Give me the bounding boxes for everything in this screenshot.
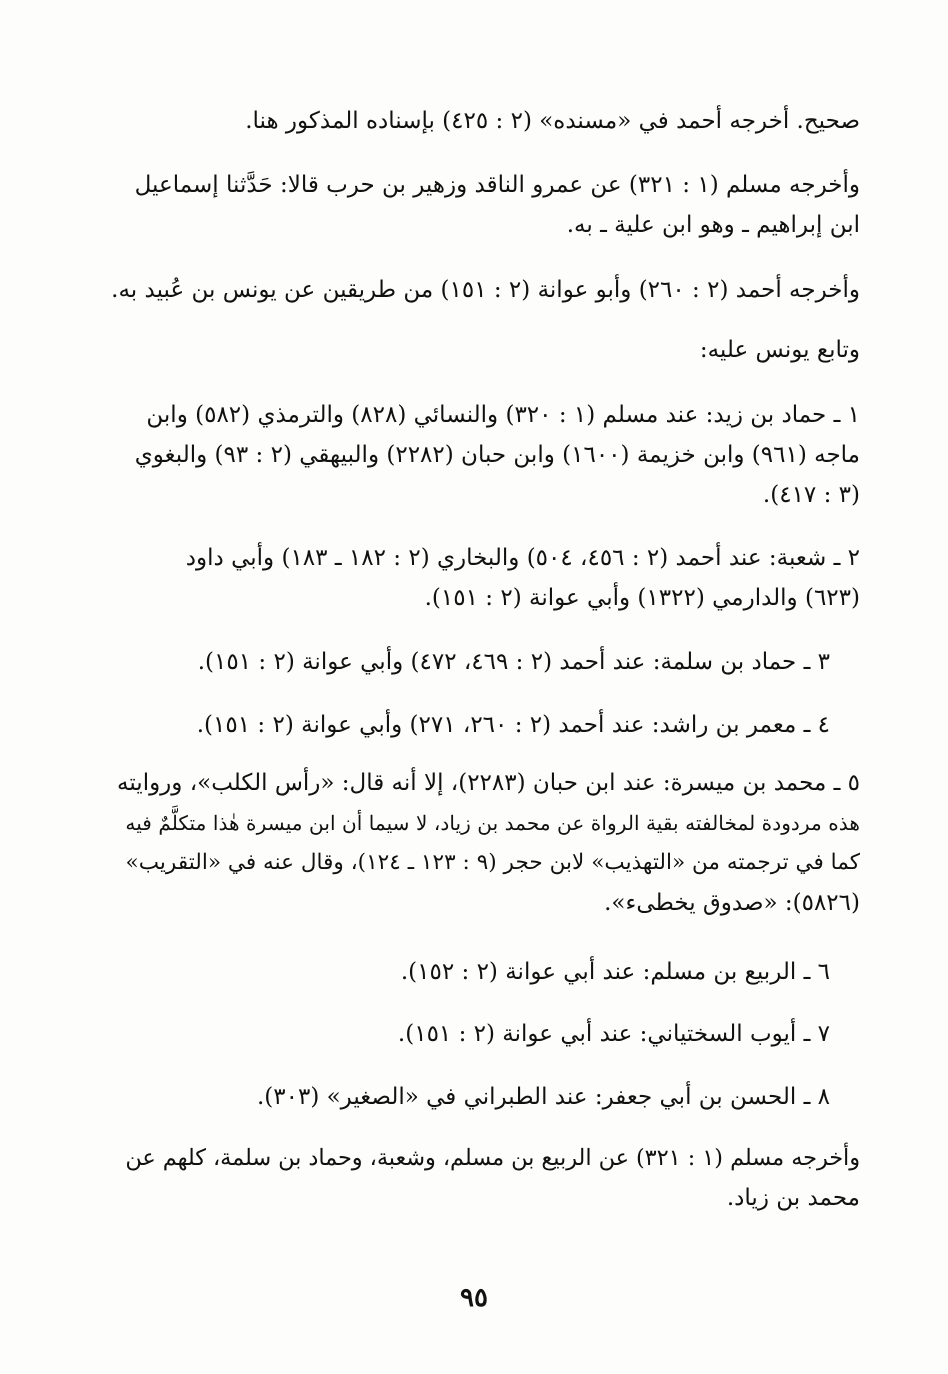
text-line: ٢ ـ شعبة: عند أحمد (٢ : ٤٥٦، ٥٠٤) والبخاري (٢ : ١٨٢ ـ ١٨٣) وأبي داود bbox=[185, 545, 860, 571]
text-line: وأخرجه أحمد (٢ : ٢٦٠) وأبو عوانة (٢ : ١٥١) من طريقين عن يونس بن عُبيد به. bbox=[111, 277, 860, 303]
paragraph-muslim-closing bbox=[110, 1138, 860, 1218]
text-line: ٨ ـ الحسن بن أبي جعفر: عند الطبراني في «الصغير» (٣٠٣). bbox=[256, 1084, 830, 1110]
text-line: محمد بن زياد. bbox=[726, 1185, 860, 1211]
text-line: (٦٢٣) والدارمي (١٣٢٢) وأبي عوانة (٢ : ١٥١). bbox=[424, 585, 860, 611]
list-item-7-ayyub-sakhtiyani bbox=[80, 1014, 830, 1054]
list-item-5-muhammad-bin-maysara bbox=[110, 763, 860, 923]
list-item-4-mamar-bin-rashid bbox=[80, 705, 830, 745]
list-item-8-hasan-bin-abi-jafar bbox=[80, 1077, 830, 1117]
paragraph-ahmad-abu-awana bbox=[110, 270, 860, 310]
text-line: كما في ترجمته من «التهذيب» لابن حجر (٩ : ١٢٣ ـ ١٢٤)، وقال عنه في «التقريب» bbox=[125, 850, 860, 875]
text-line: ٣ ـ حماد بن سلمة: عند أحمد (٢ : ٤٦٩، ٤٧٢) وأبي عوانة (٢ : ١٥١). bbox=[197, 649, 830, 675]
paragraph-followers-heading bbox=[110, 330, 860, 370]
text-line: ٦ ـ الربيع بن مسلم: عند أبي عوانة (٢ : ١٥٢). bbox=[400, 959, 830, 985]
paragraph-sahih-intro bbox=[110, 101, 860, 141]
text-line: وأخرجه مسلم (١ : ٣٢١) عن عمرو الناقد وزهير بن حرب قالا: حَدَّثنا إسماعيل bbox=[134, 172, 860, 198]
text-line: صحيح. أخرجه أحمد في «مسنده» (٢ : ٤٢٥) بإسناده المذكور هنا. bbox=[245, 108, 860, 134]
text-line: هذه مردودة لمخالفته بقية الرواة عن محمد بن زياد، لا سيما أن ابن ميسرة هٰذا متكلَّمٌ فيه bbox=[125, 811, 860, 835]
text-line: ٧ ـ أيوب السختياني: عند أبي عوانة (٢ : ١٥١). bbox=[397, 1021, 830, 1047]
list-item-1-hammad-bin-zayd bbox=[110, 395, 860, 515]
text-line: ٤ ـ معمر بن راشد: عند أحمد (٢ : ٢٦٠، ٢٧١) وأبي عوانة (٢ : ١٥١). bbox=[196, 712, 830, 738]
text-line: وأخرجه مسلم (١ : ٣٢١) عن الربيع بن مسلم، وشعبة، وحماد بن سلمة، كلهم عن bbox=[125, 1145, 860, 1171]
list-item-2-shuba bbox=[110, 538, 860, 618]
text-line: ١ ـ حماد بن زيد: عند مسلم (١ : ٣٢٠) والنسائي (٨٢٨) والترمذي (٥٨٢) وابن bbox=[146, 402, 860, 428]
paragraph-muslim-narration bbox=[110, 165, 860, 245]
text-line: (٥٨٢٦): «صدوق يخطىء». bbox=[604, 890, 860, 916]
text-line: وتابع يونس عليه: bbox=[699, 337, 860, 363]
list-item-6-rabi-bin-muslim bbox=[80, 952, 830, 992]
list-item-3-hammad-bin-salama bbox=[80, 642, 830, 682]
text-line: ابن إبراهيم ـ وهو ابن علية ـ به. bbox=[566, 212, 860, 238]
text-line: ٥ ـ محمد بن ميسرة: عند ابن حبان (٢٢٨٣)، إلا أنه قال: «رأس الكلب»، وروايته bbox=[117, 770, 860, 796]
page-number: ٩٥ bbox=[460, 1283, 488, 1313]
text-line: ماجه (٩٦١) وابن خزيمة (١٦٠٠) وابن حبان (٢٢٨٢) والبيهقي (٢ : ٩٣) والبغوي bbox=[134, 442, 860, 468]
text-line: (٣ : ٤١٧). bbox=[762, 482, 860, 508]
